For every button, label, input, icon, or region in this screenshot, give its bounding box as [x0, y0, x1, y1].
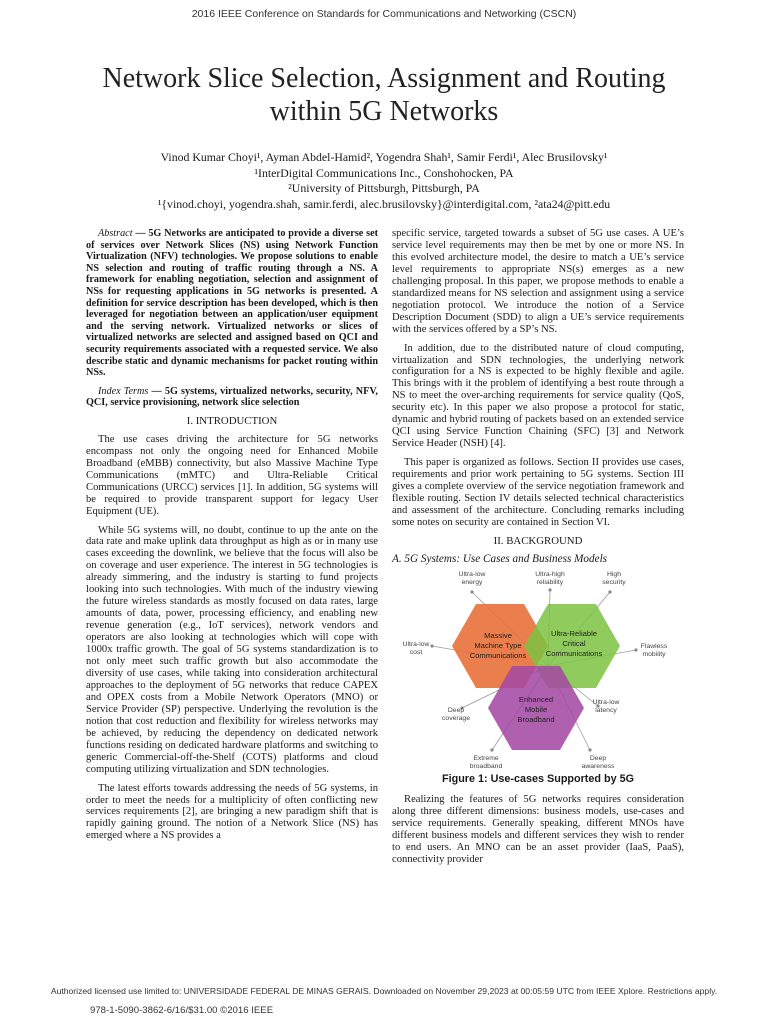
label-deep-awareness-1: Deep — [589, 754, 607, 762]
label-extreme-bb-2: broadband — [469, 762, 503, 770]
index-terms-text: — 5G systems, virtualized networks, security, NFV, QCI, service provisioning, network slice selection — [86, 385, 378, 409]
abstract-text: — 5G Networks are anticipated to provide a diverse set of services over Network Slices (NS) using Network Function Virtualization (NFV) technologies. We propose solutions to enable NS selection and routing of traffic routing through a NS. A framework for enabling negotiation, selection and assignment of NSs for requesting applications in 5G networks is presented. A definition for service description has been developed, which is then leveraged for negotiation between an application/user equipment and the serving network. Virtualized networks or slices of virtualized networks are selected and assigned based on QCI and security requirements associated with a requested service. We also describe static and dynamic mechanisms for packet routing within NSs. — [86, 228, 378, 379]
figure-use-cases — [392, 570, 684, 770]
intro-paragraph-1: The use cases driving the architecture for 5G networks encompass not only the ongoing need for Enhanced Mobile Broadband (eMBB) connectivity, but also Massive Machine Type Communications (mMTC) and Ultra-Reliable Critical Communications (URCC) services [1]. In addition, 5G systems will be required to provide transparent support for legacy User Equipment (UE). — [86, 433, 378, 517]
title-line-2: within 5G Networks — [269, 96, 499, 127]
hex-mmtc-line1: Massive — [484, 630, 512, 640]
intro-paragraph-5: In addition, due to the distributed nature of cloud computing, virtualization and SDN technologies, the underlying network configuration for a NS is expected to be highly flexible and agile. This brings with it the problem of identifying a best route through a NS to meet the over-arching requirements for service quality (QoS, security etc). In this paper we also propose a protocol for static, dynamic and hybrid routing of packets based on an extended service QCI using Service Function Chaining (SFC) [3] and Network Service Header (NSH) [4]. — [392, 342, 684, 450]
label-extreme-bb-1: Extreme — [473, 754, 499, 762]
author-names: Vinod Kumar Choyi¹, Ayman Abdel-Hamid², Yogendra Shah¹, Samir Ferdi¹, Alec Brusilovsky¹ — [160, 150, 608, 164]
label-high-security-2: security — [602, 578, 626, 586]
right-column — [392, 228, 684, 872]
license-footer: Authorized licensed use limited to: UNIVERSIDADE FEDERAL DE MINAS GERAIS. Downloaded on November 29,2023 at 00:05:59 UTC from IEEE Xplore. Restrictions apply. — [50, 986, 718, 996]
section-heading-background: II. BACKGROUND — [493, 534, 583, 547]
label-ull-energy-2: energy — [461, 578, 483, 586]
label-uh-reliability-2: reliability — [536, 578, 564, 586]
hex-urcc-line3: Communications — [545, 648, 603, 658]
hex-urcc-line2: Critical — [562, 638, 586, 648]
label-deep-coverage-2: coverage — [442, 714, 470, 722]
label-ull-latency-1: Ultra-low — [592, 698, 620, 706]
label-uh-reliability-1: Ultra-high — [535, 570, 565, 578]
affiliation-interdigital: ¹InterDigital Communications Inc., Conshohocken, PA — [254, 165, 514, 180]
label-deep-awareness-2: awareness — [581, 762, 615, 770]
label-deep-coverage-1: Deep — [447, 706, 465, 714]
background-paragraph-1: Realizing the features of 5G networks requires consideration along three different dimensions: business models, use-cases and service requirements. Generally speaking, different MNOs have different business models and different services they wish to render to end users. An MNO can be an asset provider (IaaS, PaaS), connectivity provider — [392, 793, 684, 865]
title-line-1: Network Slice Selection, Assignment and Routing — [102, 63, 666, 94]
index-terms — [86, 386, 378, 409]
label-ull-cost-2: cost — [409, 648, 423, 656]
figure-caption: Figure 1: Use-cases Supported by 5G — [442, 772, 634, 785]
intro-paragraph-3: The latest efforts towards addressing the needs of 5G systems, in order to meet the needs for a multiplicity of often conflicting new services requirements [2], are bringing a new paradigm shift that is rapidly gaining ground. The notion of a Network Slice (NS) has emerged where a NS provides a — [86, 782, 378, 842]
hex-embb-line3: Broadband — [517, 714, 555, 724]
hex-embb-line2: Mobile — [524, 704, 548, 714]
hex-urcc-line1: Ultra-Reliable — [550, 628, 598, 638]
intro-paragraph-2: While 5G systems will, no doubt, continue to up the ante on the data rate and make uplink data throughput as high as or in many use cases exceeding the downlink, we believe that the focus will also be on coverage and user experience. The interest in 5G technologies is already simmering, and the industry is starting to fund projects looking into such technologies. With much of the industry viewing the future wireless standards as mostly focused on data rates, large amounts of data, power, processing efficiency, and enabling new revenue generation (e.g., IoT services), network vendors and operators are also looking at technologies which will cope with 1000x traffic growth. The goal of 5G systems standardization is to not only meet such traffic growth but also accommodate the diversity of use cases, while taking into consideration architectural approaches to the deployment of 5G networks that reduce CAPEX and OPEX costs from a Mobile Network Operators (MNO) or Service Provider (SP) perspective. Underlying the revolution is the notion that cost reduction and flexibility for wireless networks may be achieved, by reducing the dependency on dedicated network functions residing on dedicated hardware platforms and switching to generic Commercial-off-the-Shelf (COTS) platforms and cloud computing utilizing virtualization and SDN technologies. — [86, 524, 378, 775]
index-terms-label: Index Terms — [98, 385, 149, 397]
author-block — [40, 150, 728, 212]
isbn-copyright: 978-1-5090-3862-6/16/$31.00 ©2016 IEEE — [90, 1005, 274, 1016]
abstract-label: Abstract — [98, 228, 133, 239]
label-flawless-1: Flawless — [640, 642, 668, 650]
subsection-heading-a: A. 5G Systems: Use Cases and Business Models — [392, 552, 608, 565]
intro-paragraph-4: specific service, targeted towards a subset of 5G use cases. A UE’s service level requirements may then be met by one or more NS. In this evolved architecture model, the desire to match a UE’s service level requirements to appropriate NS(s) emerges as a new challenging proposal. In this paper, we propose methods to enable a standardized means for NS selection and assignment using a service negotiation protocol. We introduce the notion of a Service Description Document (SDD) to align a UE’s service requirements with the services offered by a SP’s NS. — [392, 228, 684, 335]
use-cases-diagram — [392, 570, 684, 770]
abstract — [86, 228, 378, 379]
intro-paragraph-6: This paper is organized as follows. Section II provides use cases, requirements and prior work pertaining to 5G systems. Section III gives a complete overview of the service negotiation framework and flexible routing. Section IV details selected technical characteristics and assessment of the architecture. Concluding remarks including some notes on security are contained in Section VI. — [392, 457, 684, 528]
left-column — [86, 228, 378, 849]
paper-title — [60, 62, 708, 128]
label-flawless-2: mobility — [642, 650, 666, 658]
label-ull-latency-2: latency — [595, 706, 617, 714]
label-ull-cost-1: Ultra-low — [402, 640, 430, 648]
hex-embb-line1: Enhanced — [518, 694, 554, 704]
author-emails: ¹{vinod.choyi, yogendra.shah, samir.ferdi, alec.brusilovsky}@interdigital.com, ²ata24@pitt.edu — [157, 196, 611, 211]
affiliation-pitt: ²University of Pittsburgh, Pittsburgh, PA — [288, 181, 480, 195]
section-heading-introduction: I. INTRODUCTION — [186, 414, 278, 427]
label-ull-energy-1: Ultra-low — [458, 570, 486, 578]
hex-mmtc-line2: Machine Type — [474, 640, 522, 650]
conference-header: 2016 IEEE Conference on Standards for Communications and Networking (CSCN) — [191, 8, 577, 20]
hex-mmtc-line3: Communications — [469, 650, 527, 660]
label-high-security-1: High — [607, 570, 621, 578]
